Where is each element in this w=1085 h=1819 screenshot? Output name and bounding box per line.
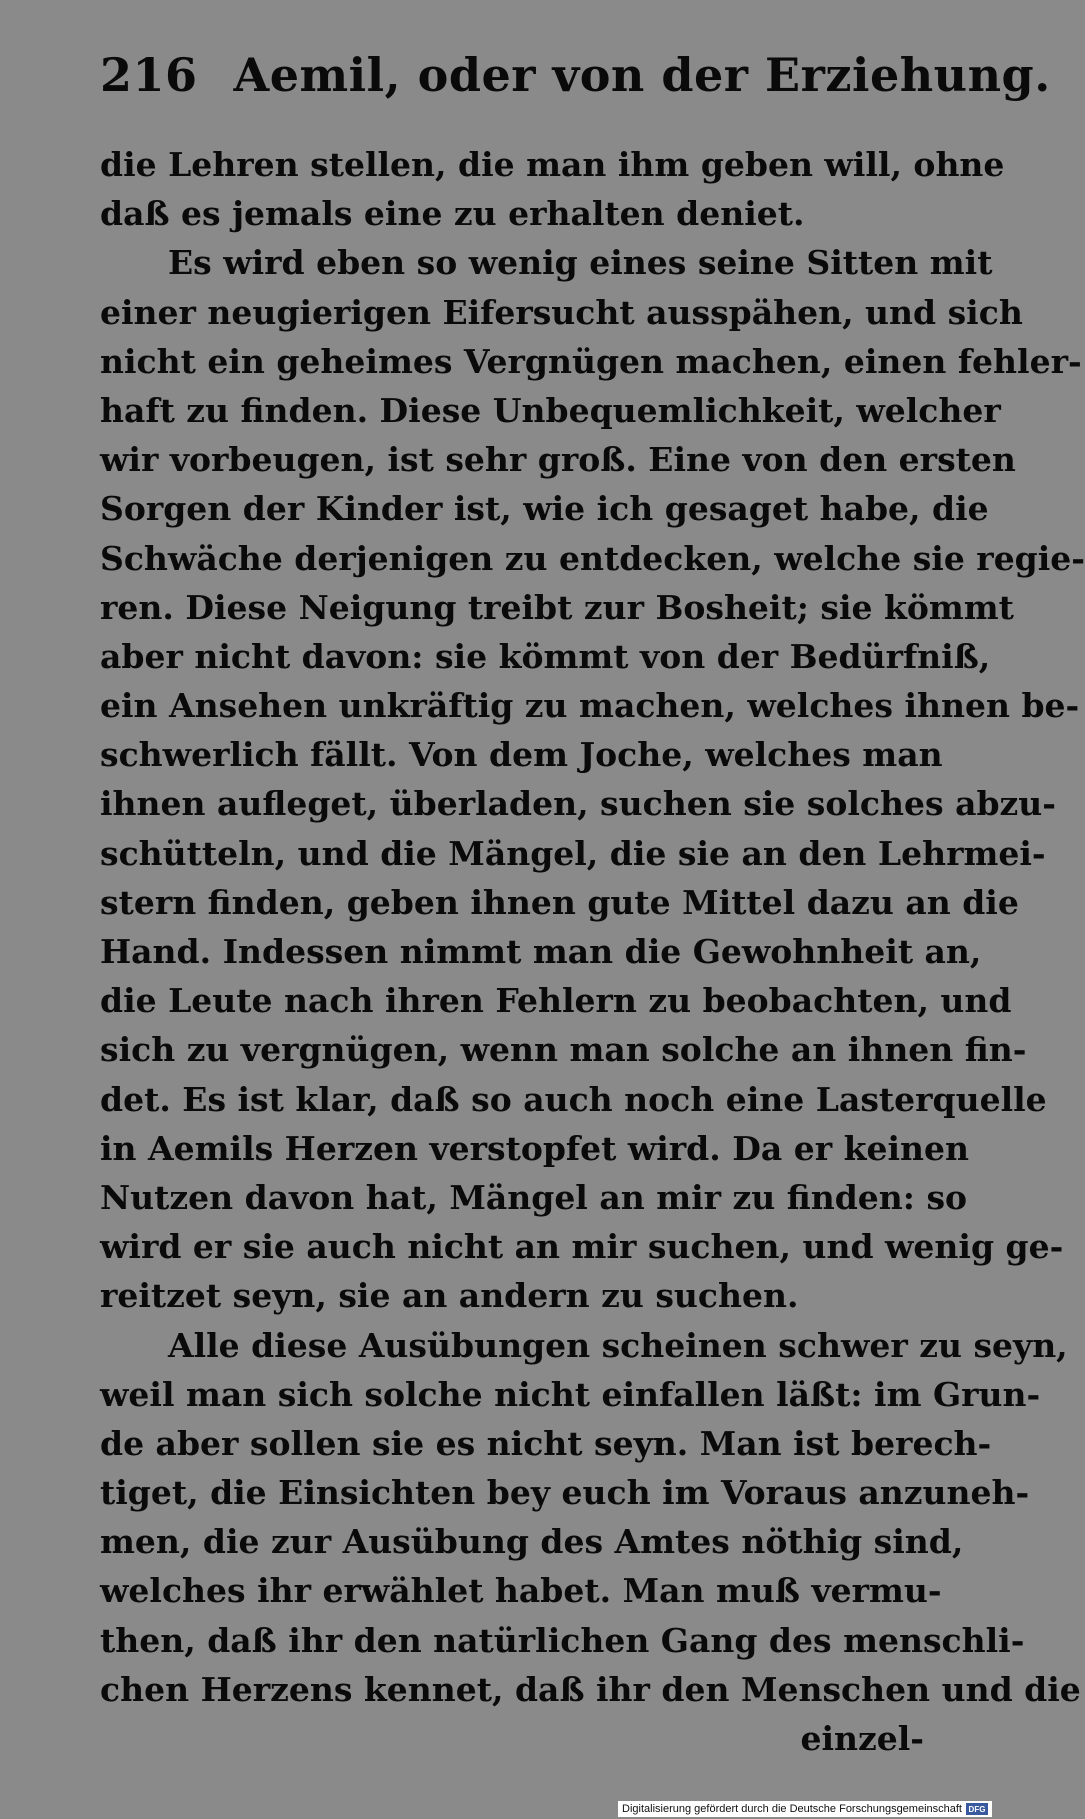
text-line: ihnen aufleget, überladen, suchen sie solches abzu-	[100, 784, 1056, 824]
text-line: ein Ansehen unkräftig zu machen, welches ihnen be-	[100, 686, 1080, 726]
text-line: then, daß ihr den natürlichen Gang des menschli-	[100, 1620, 1025, 1660]
text-line: Hand. Indessen nimmt man die Gewohnheit an,	[100, 932, 982, 971]
text-line: Schwäche derjenigen zu entdecken, welche sie regie-	[100, 538, 1085, 578]
text-line: chen Herzens kennet, daß ihr den Menschen und die	[100, 1669, 1081, 1709]
text-line: sich zu vergnügen, wenn man solche an ihnen fin-	[100, 1030, 1027, 1070]
text-line: nicht ein geheimes Vergnügen machen, einen fehler-	[100, 341, 1082, 381]
text-line: det. Es ist klar, daß so auch noch eine Lasterquelle	[100, 1079, 1047, 1119]
text-line: in Aemils Herzen verstopfet wird. Da er keinen	[100, 1128, 969, 1168]
text-line: daß es jemals eine zu erhalten deniet.	[100, 194, 805, 234]
text-line: tiget, die Einsichten bey euch im Voraus anzuneh-	[100, 1473, 1030, 1513]
text-line: schwerlich fällt. Von dem Joche, welches man	[100, 735, 943, 775]
text-line: Alle diese Ausübungen scheinen schwer zu seyn,	[168, 1325, 1068, 1365]
text-line: stern finden, geben ihnen gute Mittel dazu an die	[100, 882, 1019, 922]
text-line: de aber sollen sie es nicht seyn. Man ist berech-	[100, 1423, 992, 1463]
credit-text: Digitalisierung gefördert durch die Deutsche Forschungsgemeinschaft	[622, 1803, 962, 1815]
text-line: Sorgen der Kinder ist, wie ich gesaget habe, die	[100, 489, 989, 529]
text-line: men, die zur Ausübung des Amtes nöthig sind,	[100, 1522, 964, 1562]
digitization-credit	[618, 1801, 992, 1817]
text-line: reitzet seyn, sie an andern zu suchen.	[100, 1276, 799, 1316]
text-line: Es wird eben so wenig eines seine Sitten mit	[168, 243, 993, 283]
running-title: Aemil, oder von der Erziehung.	[233, 48, 1051, 102]
catchword: einzel-	[800, 1719, 924, 1758]
text-line: schütteln, und die Mängel, die sie an den Lehrmei-	[100, 833, 1046, 873]
text-line: weil man sich solche nicht einfallen läßt: im Grun-	[100, 1374, 1041, 1414]
text-line: wird er sie auch nicht an mir suchen, und wenig ge-	[100, 1227, 1064, 1267]
page-number: 216	[100, 48, 198, 102]
text-line: einer neugierigen Eifersucht ausspähen, und sich	[100, 292, 1023, 332]
text-line: aber nicht davon: sie kömmt von der Bedürfniß,	[100, 636, 991, 676]
text-line: wir vorbeugen, ist sehr groß. Eine von den ersten	[100, 440, 1016, 480]
text-line: die Leute nach ihren Fehlern zu beobachten, und	[100, 981, 1012, 1021]
text-line: welches ihr erwählet habet. Man muß vermu-	[100, 1571, 942, 1611]
text-line: ren. Diese Neigung treibt zur Bosheit; sie kömmt	[100, 587, 1014, 627]
text-line: Nutzen davon hat, Mängel an mir zu finden: so	[100, 1177, 968, 1217]
dfg-logo-icon: DFG	[966, 1803, 988, 1815]
text-line: haft zu finden. Diese Unbequemlichkeit, welcher	[100, 390, 1001, 430]
page-header	[100, 48, 1051, 108]
text-line: die Lehren stellen, die man ihm geben will, ohne	[100, 145, 1005, 184]
body-text	[100, 140, 1085, 1714]
